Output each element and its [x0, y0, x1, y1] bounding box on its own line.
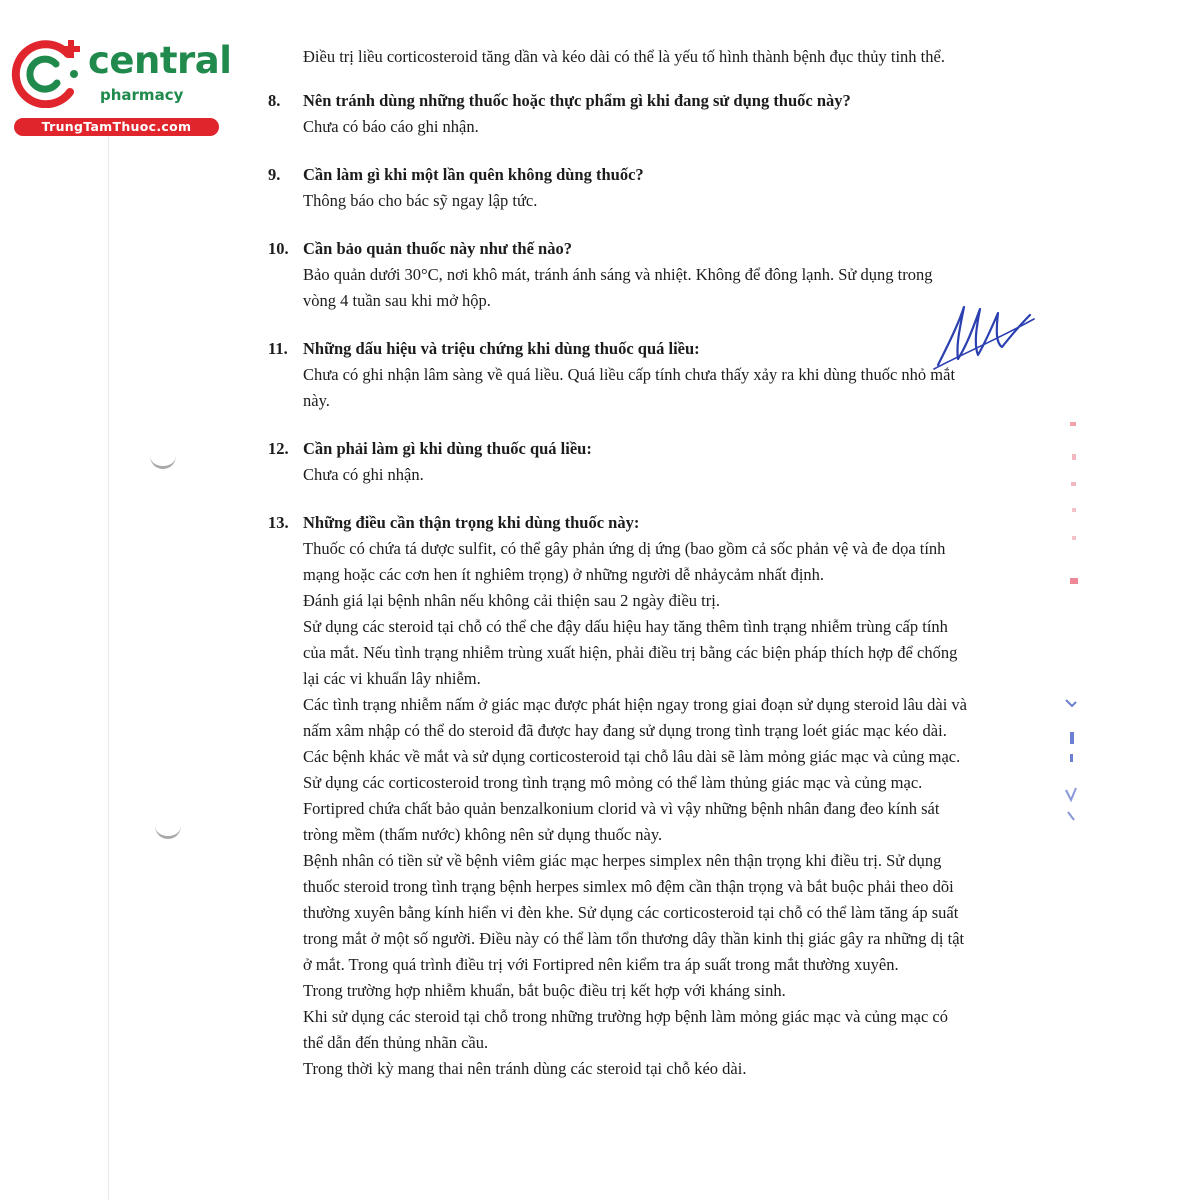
paragraph: Bệnh nhân có tiền sử về bệnh viêm giác mạc herpes simplex nên thận trọng khi điều trị. Sử dụng thuốc steroid trong tình trạng bệnh herpes simlex mô đệm cần thận trọng và bắt buộc phải theo dõi thường xuyên bằng kính hiển vi đèn khe. Sử dụng các corticosteroid tại chỗ có thể làm tăng áp suất trong mắt ở một số người. Điều này có thể làm tổn thương dây thần kinh thị giác gây ra những dị tật ở mắt. Trong quá trình điều trị với Fortipred nên kiểm tra áp suất trong mắt thường xuyên.: [303, 851, 965, 974]
section-10: [268, 236, 968, 314]
logo-icon: [10, 38, 90, 108]
section-number: 11.: [268, 339, 288, 358]
punch-hole-mark: [150, 452, 176, 469]
section-11: [268, 336, 968, 414]
section-number: 10.: [268, 239, 289, 258]
paragraph: Chưa có ghi nhận lâm sàng về quá liều. Quá liều cấp tính chưa thấy xảy ra khi dùng thuốc nhỏ mắt này.: [303, 365, 956, 410]
section-title: Những dấu hiệu và triệu chứng khi dùng thuốc quá liều:: [303, 339, 700, 358]
section-content: [268, 188, 968, 214]
paragraph: Các tình trạng nhiễm nấm ở giác mạc được phát hiện ngay trong giai đoạn sử dụng steroid lâu dài và nấm xâm nhập có thể do steroid đã được hay đang sử dụng trong tình trạng loét giác mạc kéo dài.: [303, 695, 967, 740]
section-content: [268, 262, 968, 314]
section-title: Cần bảo quản thuốc này như thế nào?: [303, 239, 572, 258]
punch-hole-mark: [155, 822, 181, 839]
section-title: Cần phải làm gì khi dùng thuốc quá liều:: [303, 439, 592, 458]
paragraph: Trong thời kỳ mang thai nên tránh dùng các steroid tại chỗ kéo dài.: [303, 1059, 747, 1078]
paragraph: Khi sử dụng các steroid tại chỗ trong những trường hợp bệnh làm mỏng giác mạc và củng mạc có thể dẫn đến thủng nhãn cầu.: [303, 1007, 948, 1052]
paragraph: Chưa có ghi nhận.: [303, 465, 424, 484]
section-title: Những điều cần thận trọng khi dùng thuốc này:: [303, 513, 640, 532]
paragraph: Đánh giá lại bệnh nhân nếu không cải thiện sau 2 ngày điều trị.: [303, 591, 720, 610]
paragraph: Các bệnh khác về mắt và sử dụng corticosteroid tại chỗ lâu dài sẽ làm mỏng giác mạc và củng mạc. Sử dụng các corticosteroid trong tình trạng mô mỏng có thể làm thủng giác mạc và củng mạc.: [303, 747, 961, 792]
section-content: [268, 462, 968, 488]
section-heading: [268, 162, 968, 188]
section-heading: [268, 510, 968, 536]
paragraph: Bảo quản dưới 30°C, nơi khô mát, tránh ánh sáng và nhiệt. Không để đông lạnh. Sử dụng trong vòng 4 tuần sau khi mở hộp.: [303, 265, 933, 310]
section-content: [268, 536, 968, 1082]
handwritten-signature: [930, 285, 1040, 375]
page-fold-line: [108, 130, 109, 1200]
logo-url-badge[interactable]: TrungTamThuoc.com: [14, 118, 219, 136]
section-9: [268, 162, 968, 214]
section-12: [268, 436, 968, 488]
section-8: [268, 88, 968, 140]
paragraph: Thuốc có chứa tá dược sulfit, có thể gây phản ứng dị ứng (bao gồm cả sốc phản vệ và đe dọa tính mạng hoặc các cơn hen ít nghiêm trọng) ở những người dễ nhảycảm nhất định.: [303, 539, 946, 584]
section-number: 8.: [268, 91, 281, 110]
intro-paragraph: Điều trị liều corticosteroid tăng dần và kéo dài có thể là yếu tố hình thành bệnh đục thủy tinh thể.: [303, 47, 945, 66]
logo-subtitle: pharmacy: [100, 86, 184, 104]
central-pharmacy-logo[interactable]: [10, 38, 232, 138]
stamp-edge-marks: [1060, 410, 1090, 830]
section-13: [268, 510, 968, 1082]
paragraph: Chưa có báo cáo ghi nhận.: [303, 117, 479, 136]
logo-wordmark: central: [88, 39, 232, 82]
section-content: [268, 362, 968, 414]
section-heading: [268, 236, 968, 262]
section-number: 12.: [268, 439, 289, 458]
paragraph: Fortipred chứa chất bảo quản benzalkonium clorid và vì vậy những bệnh nhân đang đeo kính sát tròng mềm (thấm nước) không nên sử dụng thuốc này.: [303, 799, 940, 844]
section-heading: [268, 436, 968, 462]
document-body: [268, 44, 968, 1104]
paragraph: Trong trường hợp nhiễm khuẩn, bắt buộc điều trị kết hợp với kháng sinh.: [303, 981, 786, 1000]
section-title: Cần làm gì khi một lần quên không dùng thuốc?: [303, 165, 644, 184]
section-heading: [268, 336, 968, 362]
section-heading: [268, 88, 968, 114]
paragraph: Sử dụng các steroid tại chỗ có thể che đậy dấu hiệu hay tăng thêm tình trạng nhiễm trùng cấp tính của mắt. Nếu tình trạng nhiễm trùng xuất hiện, phải điều trị bằng các biện pháp thích hợp để chống lại các vi khuẩn lây nhiễm.: [303, 617, 958, 688]
section-number: 13.: [268, 513, 289, 532]
section-title: Nên tránh dùng những thuốc hoặc thực phẩm gì khi đang sử dụng thuốc này?: [303, 91, 851, 110]
section-content: [268, 114, 968, 140]
section-number: 9.: [268, 165, 281, 184]
paragraph: Thông báo cho bác sỹ ngay lập tức.: [303, 191, 538, 210]
